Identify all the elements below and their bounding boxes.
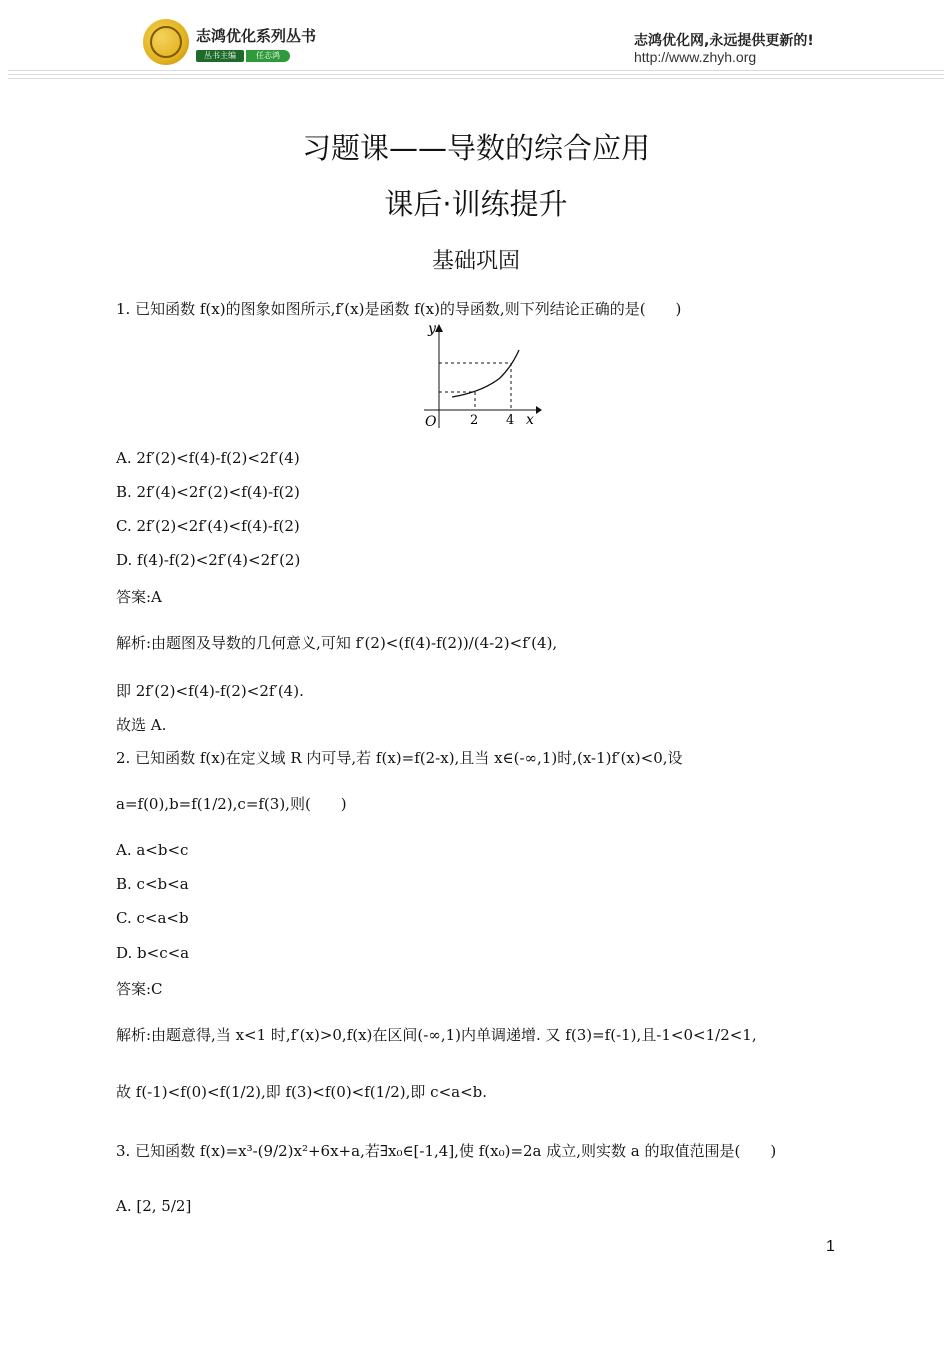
q2-stem-line2: a=f(0),b=f(1/2),c=f(3),则( ) (116, 795, 347, 813)
q2-option-a: A. a<b<c (116, 841, 189, 859)
q1-function-graph (412, 320, 542, 432)
graph-origin-label: O (425, 414, 437, 430)
q1-option-c: C. 2f′(2)<2f′(4)<f(4)-f(2) (116, 517, 300, 535)
page-title: 习题课——导数的综合应用 (301, 131, 650, 165)
page-subtitle: 课后·训练提升 (384, 187, 568, 221)
q1-option-d: D. f(4)-f(2)<2f′(4)<2f′(2) (116, 551, 301, 569)
q1-option-a: A. 2f′(2)<f(4)-f(2)<2f′(4) (116, 449, 300, 467)
header-rule-2 (8, 74, 944, 75)
q1-stem: 1. 已知函数 f(x)的图象如图所示,f′(x)是函数 f(x)的导函数,则下列结论正确的是( ) (116, 300, 682, 318)
q1-analysis-line1: 解析:由题图及导数的几何意义,可知 f′(2)<(f(4)-f(2))/(4-2)<f′(4), (116, 634, 558, 652)
graph-y-label: y (428, 321, 436, 337)
q1-analysis-line3: 故选 A. (116, 716, 167, 734)
header-slogan: 志鸿优化网,永远提供更新的! (634, 33, 814, 49)
q2-option-c: C. c<a<b (116, 909, 189, 927)
graph-tick-2: 2 (470, 413, 479, 428)
editor-badge-right: 任志鸿 (246, 50, 290, 62)
q3-stem: 3. 已知函数 f(x)=x³-(9/2)x²+6x+a,若∃x₀∈[-1,4],使 f(x₀)=2a 成立,则实数 a 的取值范围是( ) (116, 1142, 777, 1160)
q2-answer: 答案:C (116, 980, 163, 998)
q2-option-b: B. c<b<a (116, 875, 189, 893)
q3-option-a: A. [2, 5/2] (116, 1197, 192, 1215)
q1-analysis-line2: 即 2f′(2)<f(4)-f(2)<2f′(4). (116, 682, 304, 700)
q2-option-d: D. b<c<a (116, 944, 190, 962)
header-rule-1 (8, 70, 944, 71)
editor-badge-left: 丛书主编 (196, 50, 244, 62)
q2-analysis-line2: 故 f(-1)<f(0)<f(1/2),即 f(3)<f(0)<f(1/2),即 c<a<b. (116, 1083, 488, 1101)
page-number: 1 (826, 1238, 835, 1255)
graph-tick-4: 4 (506, 413, 515, 428)
q2-stem-line1: 2. 已知函数 f(x)在定义域 R 内可导,若 f(x)=f(2-x),且当 x∈(-∞,1)时,(x-1)f′(x)<0,设 (116, 749, 683, 767)
q2-analysis-line1: 解析:由题意得,当 x<1 时,f′(x)>0,f(x)在区间(-∞,1)内单调递增. 又 f(3)=f(-1),且-1<0<1/2<1, (116, 1026, 757, 1044)
publisher-logo (143, 19, 189, 65)
header-url[interactable]: http://www.zhyh.org (634, 49, 757, 65)
q1-option-b: B. 2f′(4)<2f′(2)<f(4)-f(2) (116, 483, 300, 501)
section-heading: 基础巩固 (431, 249, 520, 274)
header-rule-3 (8, 78, 944, 79)
brand-name: 志鸿优化系列丛书 (196, 27, 317, 45)
q1-answer: 答案:A (116, 588, 162, 606)
graph-x-label: x (526, 412, 534, 428)
